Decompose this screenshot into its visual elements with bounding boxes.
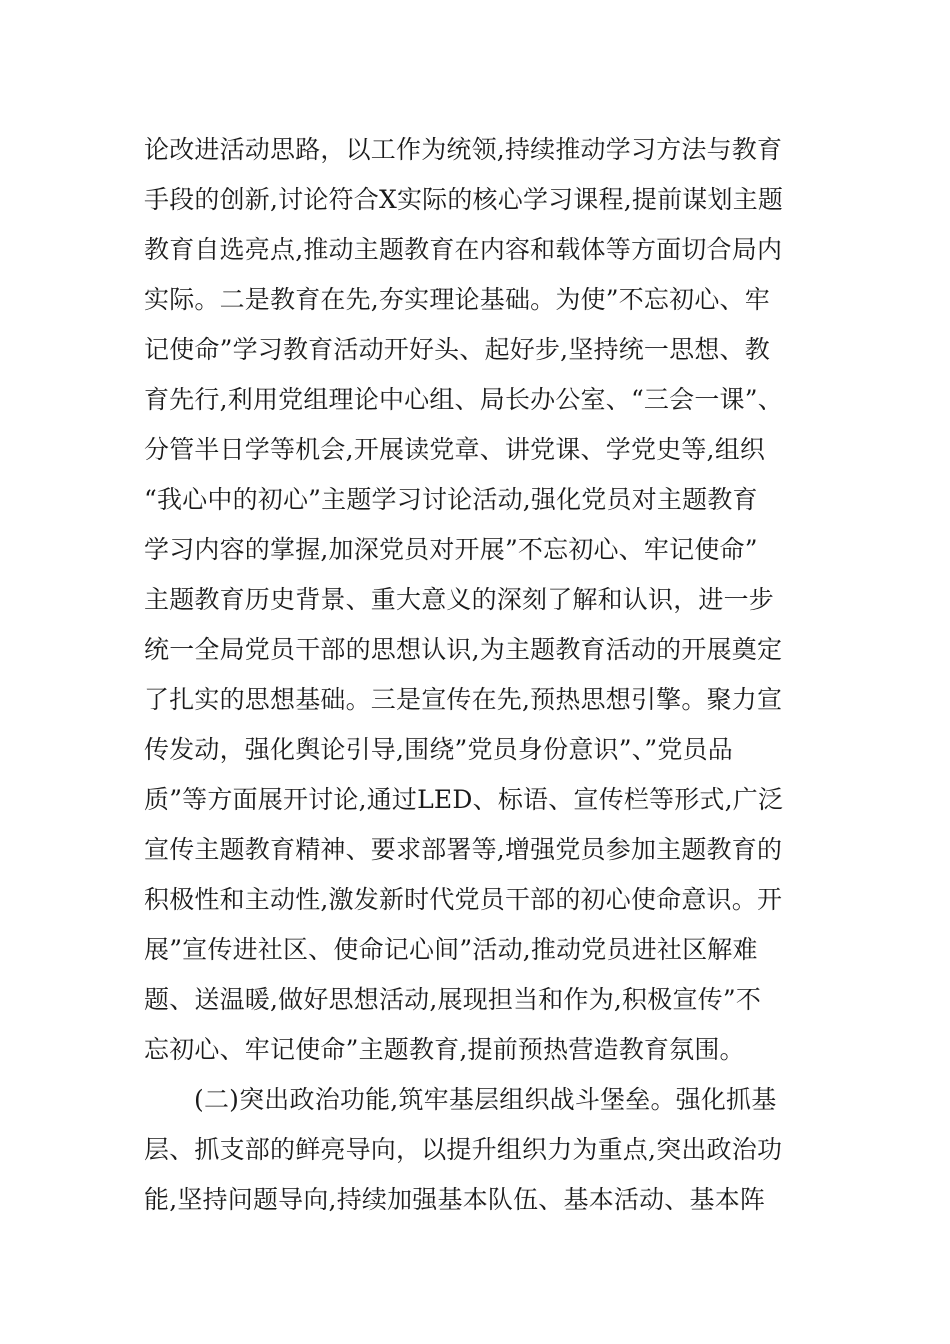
paragraph-start-line: (二)突出政治功能,筑牢基层组织战斗堡垒。强化抓基 — [194, 1085, 777, 1114]
text-line: 手段的创新,讨论符合X实际的核心学习课程,提前谋划主题 — [144, 185, 784, 214]
text-line: 宣传主题教育精神、要求部署等,增强党员参加主题教育的 — [144, 835, 783, 864]
text-line: 论改进活动思路，以工作为统领,持续推动学习方法与教育 — [144, 135, 783, 164]
text-line: 了扎实的思想基础。三是宣传在先,预热思想引擎。聚力宣 — [144, 685, 783, 714]
text-line: 题、送温暖,做好思想活动,展现担当和作为,积极宣传”不 — [144, 985, 762, 1014]
text-line: 积极性和主动性,激发新时代党员干部的初心使命意识。开 — [144, 885, 783, 914]
text-line: 能,坚持问题导向,持续加强基本队伍、基本活动、基本阵 — [144, 1185, 766, 1214]
text-line: 统一全局党员干部的思想认识,为主题教育活动的开展奠定 — [144, 635, 783, 664]
text-line: 教育自选亮点,推动主题教育在内容和载体等方面切合局内 — [144, 235, 783, 264]
text-line: 传发动，强化舆论引导,围绕”党员身份意识”、”党员品 — [144, 735, 733, 764]
text-line: 忘初心、牢记使命”主题教育,提前预热营造教育氛围。 — [144, 1035, 745, 1064]
text-line: “我心中的初心”主题学习讨论活动,强化党员对主题教育 — [144, 485, 758, 514]
text-line: 学习内容的掌握,加深党员对开展”不忘初心、牢记使命” — [144, 535, 758, 564]
text-line: 质”等方面展开讨论,通过LED、标语、宣传栏等形式,广泛 — [144, 785, 784, 814]
text-line: 分管半日学等机会,开展读党章、讲党课、学党史等,组织 — [144, 435, 766, 464]
text-line: 层、抓支部的鲜亮导向，以提升组织力为重点,突出政治功 — [144, 1135, 783, 1164]
text-line: 展”宣传进社区、使命记心间”活动,推动党员进社区解难 — [144, 935, 758, 964]
text-line: 主题教育历史背景、重大意义的深刻了解和认识，进一步 — [144, 585, 775, 614]
text-line: 记使命”学习教育活动开好头、起好步,坚持统一思想、教 — [144, 335, 770, 364]
text-line: 育先行,利用党组理论中心组、局长办公室、“三会一课”、 — [144, 385, 783, 414]
text-line: 实际。二是教育在先,夯实理论基础。为使”不忘初心、牢 — [144, 285, 770, 314]
